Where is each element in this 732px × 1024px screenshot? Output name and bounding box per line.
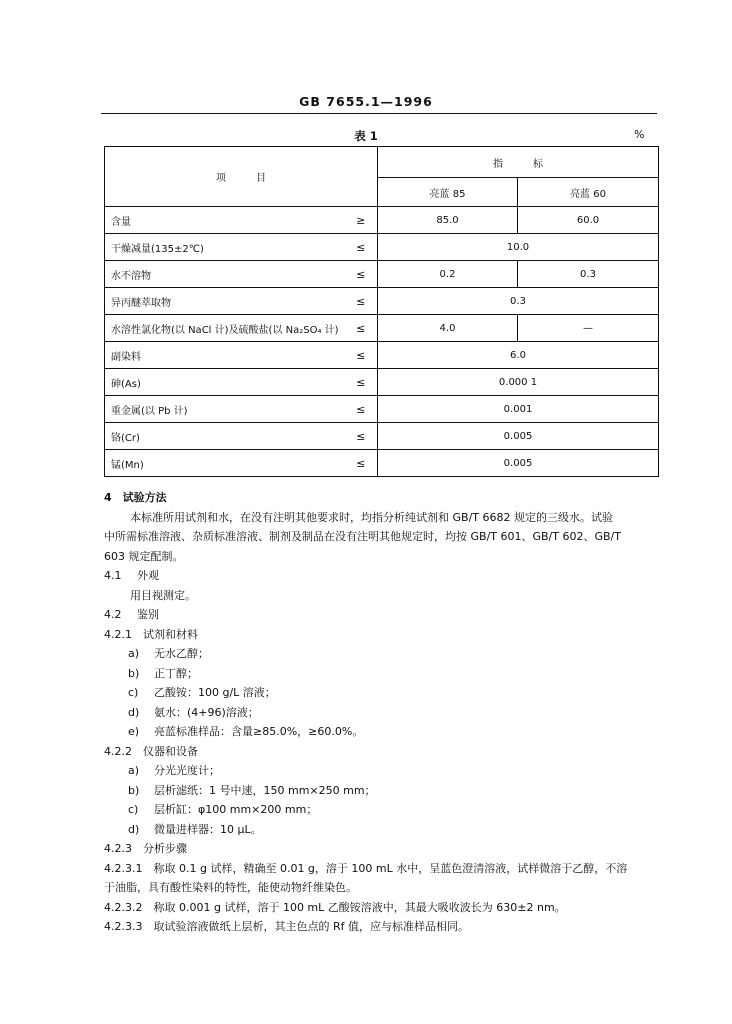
subsection-number: 4.2.3 xyxy=(104,842,132,855)
row-value-cell: 60.0 xyxy=(518,207,659,234)
table-row xyxy=(105,234,659,261)
table-row xyxy=(105,315,659,342)
paragraph-line: 本标准所用试剂和水，在没有注明其他要求时，均指分析纯试剂和 GB/T 6682 规定的三级水。试验 xyxy=(130,510,613,524)
list-item xyxy=(104,820,664,840)
subsection-heading xyxy=(104,566,664,586)
list-item xyxy=(104,781,664,801)
row-value-cell: 6.0 xyxy=(378,342,659,369)
table-row xyxy=(105,261,659,288)
table-head-col2: 亮蓝 60 xyxy=(518,178,659,207)
row-operator-cell: ≤ xyxy=(345,396,378,423)
table-unit: % xyxy=(634,128,645,141)
row-item-cell: 水溶性氯化物(以 NaCl 计)及硫酸盐(以 Na₂SO₄ 计) xyxy=(105,315,345,342)
paragraph-line xyxy=(104,917,664,937)
paragraph-line: 603 规定配制。 xyxy=(104,549,184,563)
row-item-cell: 干燥减量(135±2℃) xyxy=(105,234,345,261)
subsection-title: 鉴别 xyxy=(137,608,159,621)
subsection-number: 4.2.2 xyxy=(104,744,132,758)
row-item-cell: 铬(Cr) xyxy=(105,423,345,450)
row-operator-cell: ≤ xyxy=(345,315,378,342)
list-item-text: 微量进样器：10 μL。 xyxy=(154,822,262,836)
row-value-cell: 10.0 xyxy=(378,234,659,261)
row-operator-cell: ≤ xyxy=(345,450,378,477)
list-item-label: c) xyxy=(128,803,139,816)
row-operator-cell: ≤ xyxy=(345,369,378,396)
instrument-list xyxy=(104,761,664,839)
row-value-cell: 0.005 xyxy=(378,450,659,477)
standard-header: GB 7655.1—1996 xyxy=(299,94,433,109)
subsection-heading xyxy=(104,605,664,625)
row-value-cell: — xyxy=(518,315,659,342)
row-item-cell: 副染料 xyxy=(105,342,345,369)
row-operator-cell: ≤ xyxy=(345,342,378,369)
subsection-number: 4.2 xyxy=(104,608,122,621)
row-operator-cell: ≤ xyxy=(345,234,378,261)
table-row xyxy=(105,288,659,315)
list-item xyxy=(104,800,664,820)
header-rule xyxy=(101,113,657,114)
row-value-cell: 0.2 xyxy=(378,261,518,288)
subsection-number: 4.1 xyxy=(104,569,122,582)
row-item-cell: 含量 xyxy=(105,207,345,234)
list-item xyxy=(104,644,664,664)
row-item-cell: 砷(As) xyxy=(105,369,345,396)
table-row xyxy=(105,342,659,369)
section-title: 4 试验方法 xyxy=(104,491,167,504)
subsection-heading xyxy=(104,839,664,859)
list-item-text: 正丁醇； xyxy=(154,666,198,680)
row-value-cell: 0.000 1 xyxy=(378,369,659,396)
row-value-cell: 85.0 xyxy=(378,207,518,234)
list-item-text: 分光光度计； xyxy=(154,764,220,777)
row-value-cell: 0.005 xyxy=(378,423,659,450)
paragraph-line: 中所需标准溶液、杂质标准溶液、制剂及制品在没有注明其他规定时，均按 GB/T 601、GB/T 602、GB/T xyxy=(104,530,621,543)
row-operator-cell: ≤ xyxy=(345,288,378,315)
paragraph-line xyxy=(104,859,664,879)
clause-text: 取试验溶液做纸上层析，其主色点的 Rf 值，应与标准样品相同。 xyxy=(153,920,469,933)
row-item-cell: 重金属(以 Pb 计) xyxy=(105,396,345,423)
table-row xyxy=(105,396,659,423)
subsection-title: 外观 xyxy=(137,569,159,582)
table-head-item: 项 目 xyxy=(105,147,378,207)
subsection-number: 4.2.1 xyxy=(104,627,132,641)
section-4 xyxy=(104,488,664,937)
specification-table xyxy=(104,146,659,477)
table-caption: 表 1 xyxy=(354,129,378,143)
list-item-text: 层析缸：φ100 mm×200 mm； xyxy=(154,803,318,816)
list-item-text: 亮蓝标准样品：含量≥85.0%，≥60.0%。 xyxy=(154,725,364,738)
table-row xyxy=(105,423,659,450)
table-row xyxy=(105,369,659,396)
subsection-title: 仪器和设备 xyxy=(143,744,198,758)
row-value-cell: 0.3 xyxy=(518,261,659,288)
list-item xyxy=(104,703,664,723)
paragraph-line: 用目视测定。 xyxy=(130,588,196,602)
row-value-cell: 0.3 xyxy=(378,288,659,315)
list-item xyxy=(104,683,664,703)
reagent-list xyxy=(104,644,664,742)
table-head-index: 指 标 xyxy=(378,147,659,178)
table-head-col1: 亮蓝 85 xyxy=(378,178,518,207)
list-item-label: a) xyxy=(128,764,140,777)
list-item-text: 乙酸铵：100 g/L 溶液； xyxy=(154,686,276,699)
subsection-title: 试剂和材料 xyxy=(143,627,198,641)
clause-text: 称取 0.1 g 试样，精确至 0.01 g，溶于 100 mL 水中，呈蓝色澄清溶液，试样微溶于乙醇，不溶 xyxy=(153,861,628,875)
row-item-cell: 异丙醚萃取物 xyxy=(105,288,345,315)
row-value-cell: 4.0 xyxy=(378,315,518,342)
row-item-cell: 水不溶物 xyxy=(105,261,345,288)
clause-number: 4.2.3.1 xyxy=(104,861,143,875)
row-item-cell: 锰(Mn) xyxy=(105,450,345,477)
clause-number: 4.2.3.2 xyxy=(104,900,143,914)
paragraph-line xyxy=(104,898,664,918)
list-item-label: c) xyxy=(128,686,139,699)
list-item xyxy=(104,664,664,684)
table-row xyxy=(105,207,659,234)
row-operator-cell: ≤ xyxy=(345,423,378,450)
subsection-heading xyxy=(104,742,664,762)
list-item-label: d) xyxy=(128,822,140,836)
row-operator-cell: ≤ xyxy=(345,261,378,288)
paragraph-line: 于油脂，具有酸性染料的特性，能使动物纤维染色。 xyxy=(104,881,357,894)
list-item-label: b) xyxy=(128,783,140,797)
subsection-heading xyxy=(104,625,664,645)
list-item-label: d) xyxy=(128,705,140,719)
list-item xyxy=(104,722,664,742)
clause-number: 4.2.3.3 xyxy=(104,920,143,933)
row-value-cell: 0.001 xyxy=(378,396,659,423)
table-row xyxy=(105,450,659,477)
list-item-label: b) xyxy=(128,666,140,680)
subsection-title: 分析步骤 xyxy=(143,842,187,855)
list-item-text: 层析滤纸：1 号中速，150 mm×250 mm； xyxy=(154,783,376,797)
list-item-text: 无水乙醇； xyxy=(154,647,209,660)
list-item-label: a) xyxy=(128,647,140,660)
row-operator-cell: ≥ xyxy=(345,207,378,234)
list-item xyxy=(104,761,664,781)
list-item-text: 氨水：(4+96)溶液； xyxy=(154,705,259,719)
list-item-label: e) xyxy=(128,725,140,738)
clause-text: 称取 0.001 g 试样，溶于 100 mL 乙酸铵溶液中，其最大吸收波长为 630±2 nm。 xyxy=(153,900,566,914)
